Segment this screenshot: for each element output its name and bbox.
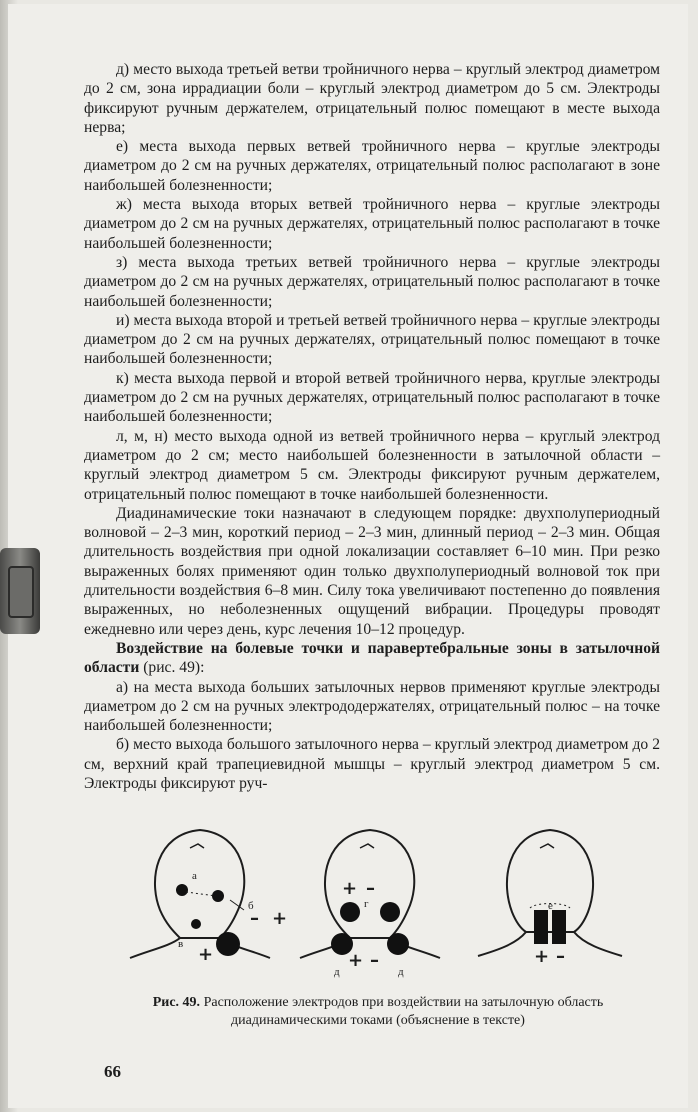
paragraph-zh: ж) места выхода вторых ветвей тройничного нерва – круглые электроды диаметром до 2 см на ручных держателях, отрицательный полюс располагают в точке наибольшей болезненности; xyxy=(84,196,660,252)
figure-caption xyxy=(118,994,638,1030)
paragraph-a: а) на места выхода больших затылочных нервов применяют круглые электроды диаметром до 2 см на ручных электрододержателях, отрицательный полюс – на точке наибольшей болезненности; xyxy=(84,678,660,735)
figure-49 xyxy=(120,820,640,990)
label-a: а xyxy=(192,870,197,882)
sign-minus-4: – xyxy=(370,950,379,971)
electrode-a-2 xyxy=(212,890,224,902)
electrode-v-small xyxy=(191,919,201,929)
sign-plus-5: + xyxy=(534,946,550,967)
label-e: е xyxy=(548,900,553,912)
binder-clip-slot xyxy=(8,566,34,618)
binder-clip xyxy=(0,548,40,634)
sign-plus-4: + xyxy=(348,950,364,971)
label-g: г xyxy=(364,898,369,910)
section-heading: Воздействие на болевые точки и паравертебральные зоны в затылочной области xyxy=(84,639,660,677)
head-back-illustration xyxy=(470,820,630,970)
sign-plus-2: + xyxy=(198,944,214,965)
paragraph-i: и) места выхода второй и третьей ветвей тройничного нерва – круглые электроды диаметром до 2 см на ручных держателях, отрицательный полюс помещают в точке наибольшей болезненности; xyxy=(84,311,660,368)
page-number: 66 xyxy=(104,1062,121,1081)
electrode-a xyxy=(176,884,188,896)
paragraph-z: з) места выхода третьих ветвей тройничного нерва – круглые электроды диаметром до 2 см на ручных держателях, отрицательный полюс располагают в точке наибольшей болезненности; xyxy=(84,253,660,310)
label-v: в xyxy=(178,938,184,950)
caption-text: Расположение электродов при воздействии на затылочную область диадинамическими токами (объяснение в тексте) xyxy=(200,995,604,1028)
sign-minus-1: – xyxy=(250,908,259,929)
sign-plus-1: + xyxy=(272,908,288,929)
paragraph-currents-order: Диадинамические токи назначают в следующем порядке: двухполупериодный волновой – 2–3 мин, короткий период – 2–3 мин, длинный период – 2–3 мин. Общая длительность воздействия при одной локализации составляет 6–10 мин. При резко выраженных болях применяют один только двухполупериодный волновой ток при длительности воздействия 6–8 мин. Силу тока увеличивают постепенно до появления выраженных, но неболезненных ощущений вибрации. Процедуры проводят ежедневно или через день, курс лечения 10–12 процедур. xyxy=(84,504,660,638)
paragraph-d: д) место выхода третьей ветви тройничного нерва – круглый электрод диаметром до 2 см, зона иррадиации боли – круглый электрод диаметром до 5 см. Электроды фиксируют ручным держателем, отрицательный полюс помещают в месте выхода нерва; xyxy=(84,61,660,136)
paragraph-e: е) места выхода первых ветвей тройничного нерва – круглые электроды диаметром до 2 см на ручных держателях, отрицательный полюс располагают в зоне наибольшей болезненности; xyxy=(84,138,660,194)
caption-prefix: Рис. 49. xyxy=(152,995,201,1010)
electrode-g-right xyxy=(380,902,400,922)
electrode-e-right xyxy=(552,910,566,944)
section-heading-suffix: (рис. 49): xyxy=(139,659,205,677)
paragraph-k: к) места выхода первой и второй ветвей тройничного нерва, круглые электроды диаметром до 2 см на ручных держателях, отрицательный полюс располагают в точке наибольшей болезненности; xyxy=(84,369,660,426)
section-heading-paragraph xyxy=(84,639,660,678)
paragraph-b: б) место выхода большого затылочного нерва – круглый электрод диаметром до 2 см, верхний край трапециевидной мышцы – круглый электрод диаметром 5 см. Электроды фиксируют руч- xyxy=(84,736,660,792)
sign-minus-3: – xyxy=(366,878,375,899)
paragraph-l-m-n: л, м, н) место выхода одной из ветвей тройничного нерва – круглый электрод диаметром до 2 см; место наибольшей болезненности в затылочной области – круглый электрод диаметром 5 см. Электроды фиксируют ручным держателем, отрицательный полюс помещают в точке наибольшей болезненности. xyxy=(84,427,660,503)
electrode-d-right xyxy=(387,933,409,955)
label-d-right: д xyxy=(398,966,404,978)
sign-minus-5: – xyxy=(556,946,565,967)
electrode-g-left xyxy=(340,902,360,922)
label-b: б xyxy=(248,900,254,912)
body-text xyxy=(84,60,660,793)
electrode-e-left xyxy=(534,910,548,944)
electrode-large xyxy=(216,932,240,956)
label-d-left: д xyxy=(334,966,340,978)
sign-plus-3: + xyxy=(342,878,358,899)
